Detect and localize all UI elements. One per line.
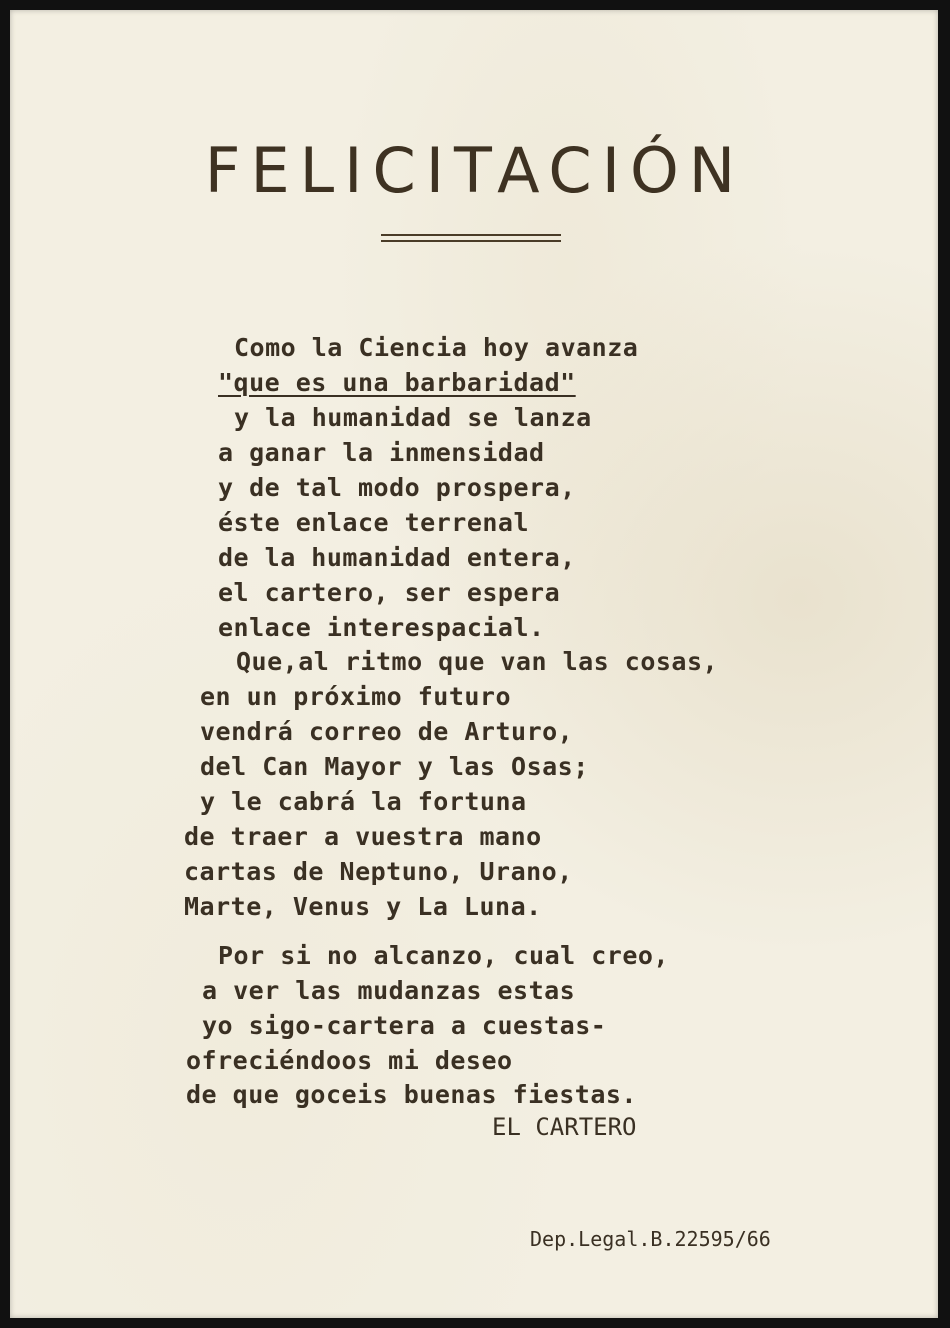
poem-line: en un próximo futuro bbox=[200, 682, 512, 711]
poem-line: cartas de Neptuno, Urano, bbox=[184, 857, 573, 886]
poem-line: ofreciéndoos mi deseo bbox=[186, 1046, 513, 1075]
poem-line: vendrá correo de Arturo, bbox=[200, 717, 574, 746]
poem-line: a ver las mudanzas estas bbox=[202, 976, 576, 1005]
poem-line: enlace interespacial. bbox=[218, 613, 545, 642]
poem-line: Por si no alcanzo, cual creo, bbox=[218, 941, 669, 970]
poem-line: yo sigo-cartera a cuestas- bbox=[202, 1011, 607, 1040]
poem-line: éste enlace terrenal bbox=[218, 508, 530, 537]
poem-line: y la humanidad se lanza bbox=[234, 403, 592, 432]
title-rule-bottom bbox=[381, 240, 561, 242]
poem-line: del Can Mayor y las Osas; bbox=[200, 752, 589, 781]
signature: EL CARTERO bbox=[492, 1113, 637, 1141]
legal-deposit: Dep.Legal.B.22595/66 bbox=[530, 1227, 771, 1251]
poem-line: de traer a vuestra mano bbox=[184, 822, 542, 851]
poem-line: Que,al ritmo que van las cosas, bbox=[236, 647, 719, 676]
poem-line: a ganar la inmensidad bbox=[218, 438, 545, 467]
poem-line: el cartero, ser espera bbox=[218, 578, 561, 607]
poem-line: Marte, Venus y La Luna. bbox=[184, 892, 542, 921]
title-rule-top bbox=[381, 234, 561, 236]
poem-line: de que goceis buenas fiestas. bbox=[186, 1080, 637, 1109]
poem-line: "que es una barbaridad" bbox=[218, 368, 576, 397]
poem-line: Como la Ciencia hoy avanza bbox=[234, 333, 639, 362]
poem-line: y de tal modo prospera, bbox=[218, 473, 576, 502]
poem-line: y le cabrá la fortuna bbox=[200, 787, 527, 816]
poem-line: de la humanidad entera, bbox=[218, 543, 576, 572]
card-title: FELICITACIÓN bbox=[204, 134, 746, 207]
